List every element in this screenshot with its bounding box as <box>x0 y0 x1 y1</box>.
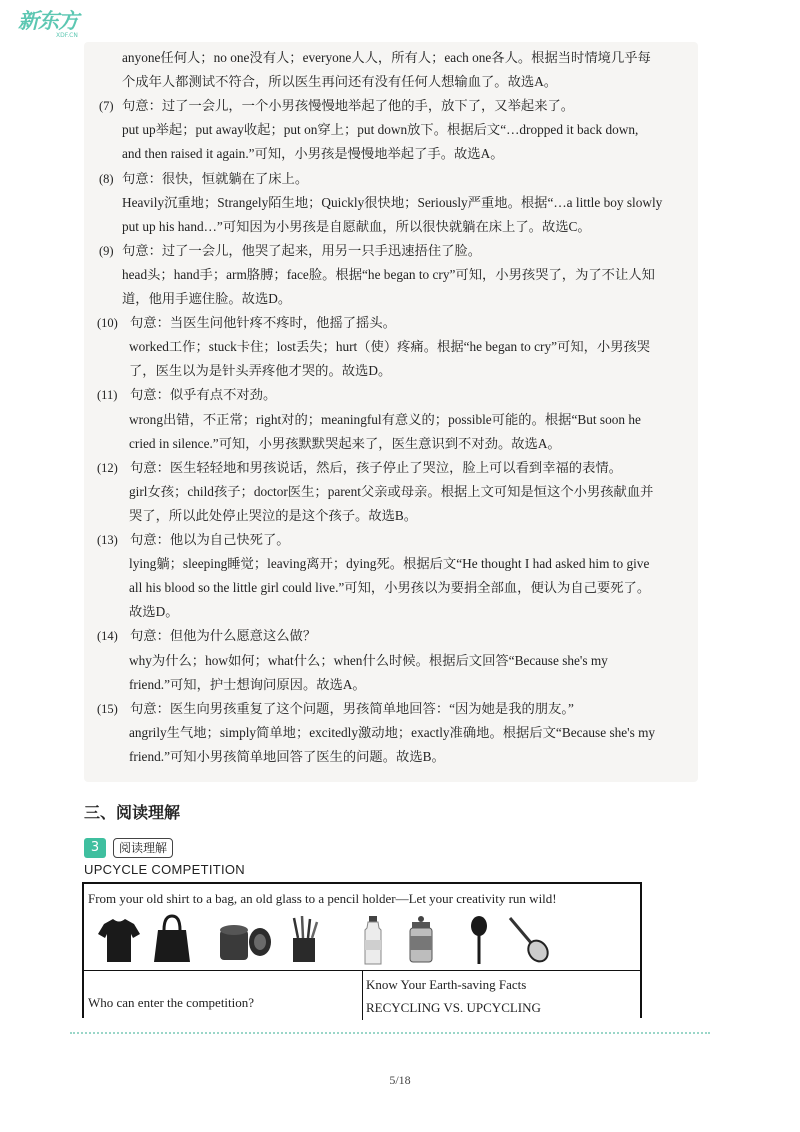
right-cell-heading: Know Your Earth-saving Facts <box>366 977 527 992</box>
explanation-text: friend.”可知小男孩简单地回答了医生的问题。故选B。 <box>129 748 445 764</box>
box-icon <box>216 914 274 966</box>
explanation-meaning: 句意：很快，恒就躺在了床上。 <box>122 170 309 186</box>
jar-icon <box>406 914 436 966</box>
section-title: 三、阅读理解 <box>84 803 181 822</box>
explanation-text: wrong出错，不正常；right对的；meaningful有意义的；possible可能的。根据“But soon he <box>129 411 641 427</box>
explanation-text: 故选D。 <box>129 604 179 620</box>
explanation-text: worked工作；stuck卡住；lost丢失；hurt（使）疼痛。根据“he began to cry”可知，小男孩哭 <box>129 339 651 355</box>
explanation-meaning: 句意：似乎有点不对劲。 <box>130 387 277 403</box>
explanation-number: (11) <box>97 388 118 403</box>
logo-text: 新东方 <box>18 9 78 33</box>
explanation-number: (12) <box>97 460 118 475</box>
explanation-number: (14) <box>97 629 118 644</box>
explanation-text: girl女孩；child孩子；doctor医生；parent父亲或母亲。根据上文可知是恒这个小男孩献血并 <box>129 483 654 499</box>
explanation-text: and then raised it again.”可知，小男孩是慢慢地举起了手。故选A。 <box>122 146 504 162</box>
page-divider <box>70 1032 710 1034</box>
explanation-text: 个成年人都测试不符合，所以医生再问还有没有任何人想输血了。故选A。 <box>122 74 558 90</box>
question-type-tag: 阅读理解 <box>113 838 173 858</box>
explanation-text: put up举起；put away收起；put on穿上；put down放下。根据后文“…dropped it back down, <box>122 122 639 138</box>
explanation-text: all his blood so the little girl could live.”可知，小男孩以为要捐全部血，便认为自己要死了。 <box>129 580 651 596</box>
page-number: 5/18 <box>389 1073 411 1087</box>
explanation-meaning: 句意：他以为自己快死了。 <box>130 532 290 547</box>
table-column-divider <box>362 970 363 1020</box>
explanation-number: (9) <box>99 243 114 258</box>
explanation-meaning: 句意：但他为什么愿意这么做？ <box>130 628 317 644</box>
explanation-text: 道，他用手遮住脸。故选D。 <box>122 291 292 306</box>
explanation-text: anyone任何人；no one没有人；everyone人人，所有人；each one各人。根据当时情境几乎每 <box>122 50 651 65</box>
explanation-text: head头；hand手；arm胳膊；face脸。根据“he began to cry”可知，小男孩哭了，为了不让人知 <box>122 266 655 282</box>
explanation-number: (13) <box>97 533 118 547</box>
item-illustrations <box>94 914 634 966</box>
explanation-text: cried in silence.”可知，小男孩默默哭起来了，医生意识到不对劲。故选A。 <box>129 435 561 451</box>
explanation-meaning: 句意：医生轻轻地和男孩说话，然后，孩子停止了哭泣，脸上可以看到幸福的表情。 <box>130 459 622 475</box>
explanation-meaning: 句意：医生向男孩重复了这个问题，男孩简单地回答：“因为她是我的朋友。” <box>130 700 574 716</box>
explanation-text: put up his hand…”可知因为小男孩是自愿献血，所以很快就躺在床上了。故选C。 <box>122 218 591 234</box>
explanation-text: friend.”可知，护士想询问原因。故选A。 <box>129 676 366 692</box>
explanation-number: (15) <box>97 701 118 716</box>
bottle-icon <box>362 914 384 966</box>
explanation-number: (7) <box>99 99 114 114</box>
explanation-text: Heavily沉重地；Strangely陌生地；Quickly很快地；Seriously严重地。根据“…a little boy slowly <box>122 194 663 210</box>
ladle-icon <box>506 914 552 966</box>
shirt-icon <box>96 914 142 966</box>
pencil-holder-icon <box>286 914 322 966</box>
explanation-text: 哭了，所以此处停止哭泣的是这个孩子。故选B。 <box>129 507 418 523</box>
explanation-meaning: 句意：过了一会儿，他哭了起来，用另一只手迅速捂住了脸。 <box>122 242 482 258</box>
explanation-text: angrily生气地；simply简单地；excitedly激动地；exactly准确地。根据后文“Because she's my <box>129 724 656 740</box>
brand-logo <box>18 10 88 44</box>
explanation-text: lying躺；sleeping睡觉；leaving离开；dying死。根据后文“He thought I had asked him to give <box>129 556 650 572</box>
spoon-icon <box>468 914 490 966</box>
right-cell-subheading: RECYCLING VS. UPCYCLING <box>366 1000 541 1015</box>
competition-title: UPCYCLE COMPETITION <box>84 862 245 877</box>
bag-icon <box>152 914 192 966</box>
left-cell-question: Who can enter the competition? <box>88 995 255 1010</box>
explanation-text: 了，医生以为是针头弄疼他才哭的。故选D。 <box>129 363 392 379</box>
explanation-meaning: 句意：当医生问他针疼不疼时，他摇了摇头。 <box>130 315 396 331</box>
explanation-meaning: 句意：过了一会儿，一个小男孩慢慢地举起了他的手，放下了，又举起来了。 <box>122 98 575 114</box>
explanation-number: (10) <box>97 316 118 331</box>
competition-table <box>82 882 642 1018</box>
logo-subtext: XDF.CN <box>56 32 78 39</box>
explanation-number: (8) <box>99 171 114 186</box>
explanation-text: why为什么；how如何；what什么；when什么时候。根据后文回答“Because she's my <box>129 652 608 668</box>
competition-intro: From your old shirt to a bag, an old glass to a pencil holder—Let your creativity run wild! <box>88 891 557 906</box>
question-number-badge: 3 <box>84 838 106 858</box>
